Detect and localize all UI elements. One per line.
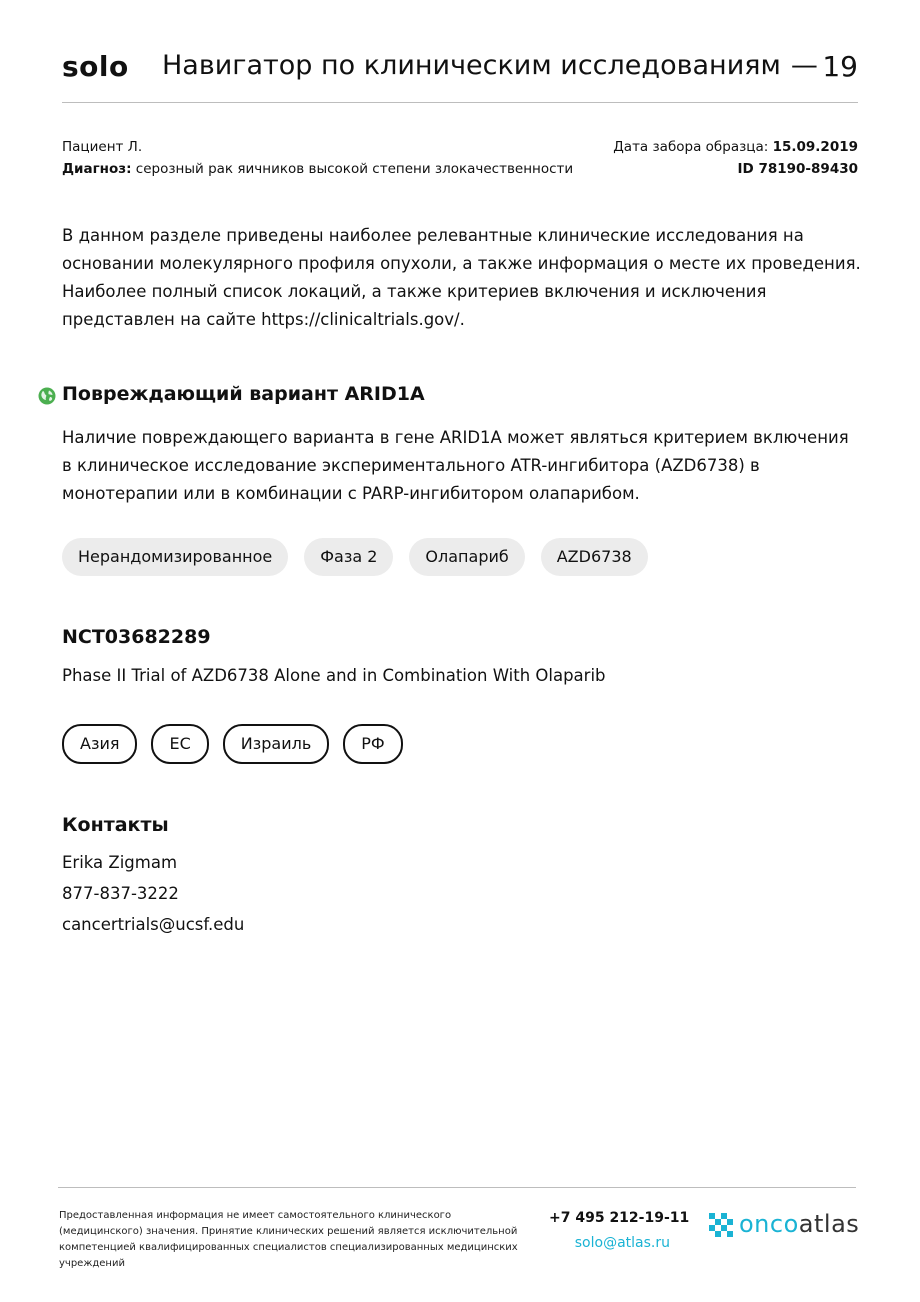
sample-date-label: Дата забора образца: xyxy=(613,139,769,155)
globe-icon xyxy=(38,387,56,405)
oncoatlas-logo-icon xyxy=(709,1213,733,1237)
sample-date-value: 15.09.2019 xyxy=(772,139,858,155)
trial-id: NCT03682289 xyxy=(62,626,211,648)
trial-tags xyxy=(62,538,648,578)
patient-name: Пациент Л. xyxy=(62,139,143,155)
section-description: Наличие повреждающего варианта в гене ARID1A может являться критерием включения в клиническое исследование экспериментального ATR-ингибитора (AZD6738) в монотерапии или в комбинации с PARP-ингибитором олапарибом. xyxy=(62,428,849,503)
footer-disclaimer: Предоставленная информация не имеет самостоятельного клинического (медицинского) значения. Принятие клинических решений является исключительной компетенцией квалифицированных специалистов специализированных медицинских учреждений xyxy=(59,1210,518,1269)
footer-divider xyxy=(58,1187,856,1188)
tag-drug-olaparib: Олапариб xyxy=(409,538,524,576)
patient-id: ID 78190-89430 xyxy=(737,161,858,177)
footer-email: solo@atlas.ru xyxy=(574,1235,670,1251)
trial-regions xyxy=(62,724,403,764)
page-number: 19 xyxy=(822,50,858,83)
page-header xyxy=(62,50,858,90)
contact-email: cancertrials@ucsf.edu xyxy=(62,915,245,934)
region-eu: ЕС xyxy=(151,724,208,764)
sample-date-row xyxy=(613,136,858,158)
diagnosis-row xyxy=(62,158,573,180)
tag-phase: Фаза 2 xyxy=(304,538,393,576)
logo-text-onco: onco xyxy=(739,1210,799,1238)
region-israel: Израиль xyxy=(223,724,330,764)
diagnosis-label: Диагноз: xyxy=(62,161,132,177)
patient-info-right xyxy=(613,136,858,180)
intro-paragraph: В данном разделе приведены наиболее релевантные клинические исследования на основании молекулярного профиля опухоли, а также информация о месте их проведения. Наиболее полный список локаций, а также критериев включения и исключения представлен на сайте https://clinicaltrials.gov/. xyxy=(62,226,861,329)
title-separator: — xyxy=(790,50,818,81)
tag-randomization: Нерандомизированное xyxy=(62,538,288,576)
footer-phone: +7 495 212-19-11 xyxy=(549,1210,690,1226)
logo-text-atlas: atlas xyxy=(798,1210,860,1238)
contacts-title: Контакты xyxy=(62,814,169,836)
diagnosis-value: серозный рак яичников высокой степени злокачественности xyxy=(135,161,574,177)
document-title-text: Навигатор по клиническим исследованиям xyxy=(162,50,781,81)
document-title xyxy=(162,50,828,81)
contact-person: Erika Zigmam xyxy=(62,853,178,872)
region-asia: Азия xyxy=(62,724,137,764)
tag-drug-azd6738: AZD6738 xyxy=(541,538,648,576)
brand-logo: solo xyxy=(62,50,129,83)
oncoatlas-logo-text xyxy=(739,1210,859,1238)
trial-name: Phase II Trial of AZD6738 Alone and in Combination With Olaparib xyxy=(62,666,606,685)
contact-phone: 877-837-3222 xyxy=(62,884,179,903)
region-russia: РФ xyxy=(343,724,402,764)
header-divider xyxy=(62,102,858,103)
patient-info-left xyxy=(62,136,573,180)
section-title: Повреждающий вариант ARID1A xyxy=(62,383,425,405)
